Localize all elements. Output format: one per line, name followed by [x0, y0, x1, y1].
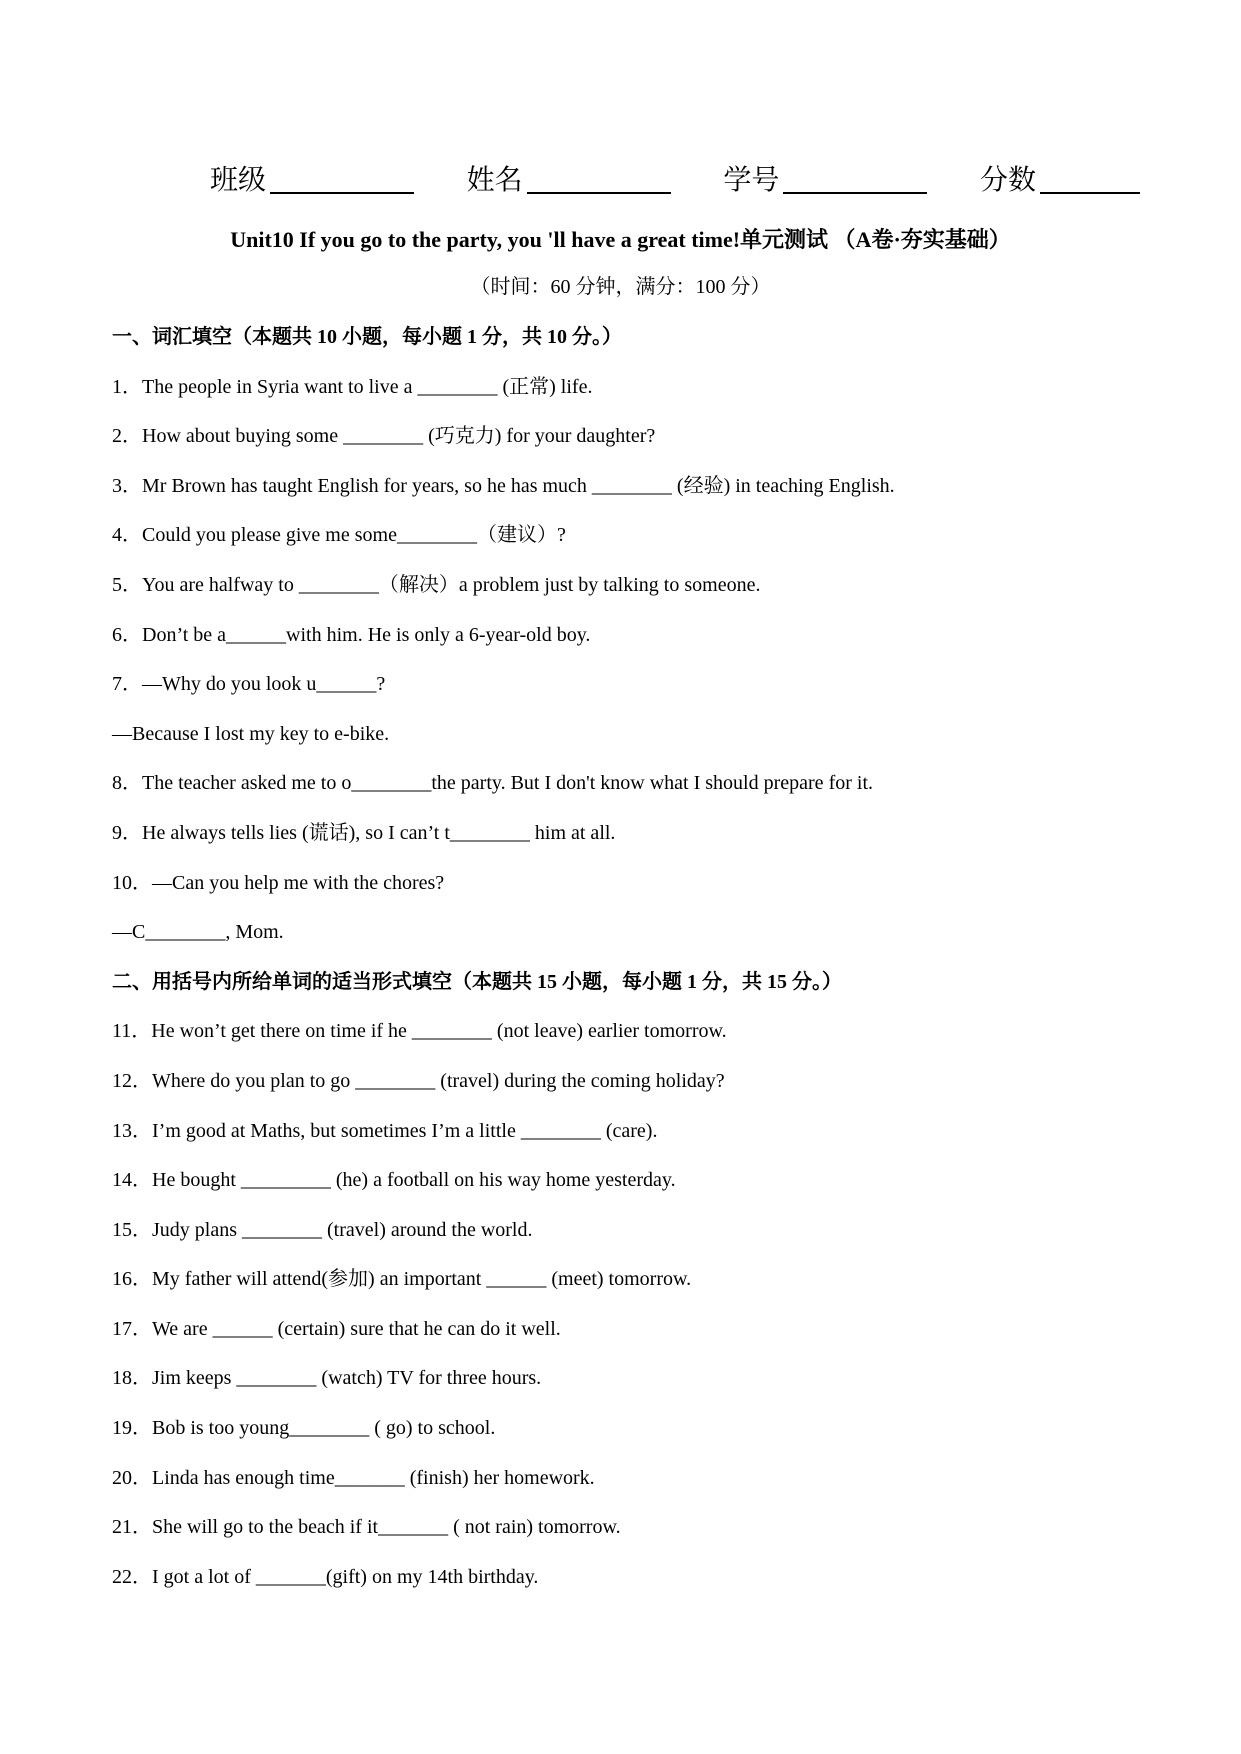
- exam-content: [112, 320, 1152, 1609]
- class-field: [210, 160, 414, 200]
- question-1: 1．The people in Syria want to live a ________ (正常) life.: [112, 375, 593, 398]
- question-20: 20．Linda has enough time_______ (finish) her homework.: [112, 1466, 595, 1489]
- exam-title: Unit10 If you go to the party, you 'll have a great time!单元测试 （A卷·夯实基础）: [230, 227, 1011, 252]
- section-heading-1: 一、词汇填空（本题共 10 小题，每小题 1 分，共 10 分。）: [112, 326, 622, 348]
- question-8: 8．The teacher asked me to o________the party. But I don't know what I should prepare for it.: [112, 772, 873, 795]
- question-6: 6．Don’t be a______with him. He is only a 6-year-old boy.: [112, 623, 591, 646]
- class-blank[interactable]: [270, 192, 414, 194]
- question-15: 15．Judy plans ________ (travel) around the world.: [112, 1218, 533, 1241]
- name-field: [467, 160, 671, 200]
- exam-subtitle: （时间：60 分钟，满分：100 分）: [470, 276, 771, 298]
- question-10-reply: —C________, Mom.: [112, 921, 284, 944]
- question-3: 3．Mr Brown has taught English for years, so he has much ________ (经验) in teaching English.: [112, 474, 895, 497]
- question-4: 4．Could you please give me some________（建议）?: [112, 524, 566, 547]
- score-blank[interactable]: [1040, 192, 1140, 194]
- question-5: 5．You are halfway to ________（解决）a problem just by talking to someone.: [112, 573, 761, 596]
- name-label: 姓名: [466, 163, 523, 196]
- question-10: 10．—Can you help me with the chores?: [112, 871, 445, 894]
- student-info-fields: [210, 160, 1140, 200]
- score-label: 分数: [979, 163, 1036, 196]
- question-22: 22．I got a lot of _______(gift) on my 14th birthday.: [112, 1565, 539, 1588]
- student-id-blank[interactable]: [783, 192, 927, 194]
- section-heading-2: 二、用括号内所给单词的适当形式填空（本题共 15 小题，每小题 1 分，共 15 分。）: [112, 970, 842, 993]
- question-2: 2．How about buying some ________ (巧克力) for your daughter?: [112, 425, 656, 448]
- class-label: 班级: [210, 163, 267, 196]
- score-field: [980, 160, 1140, 200]
- question-13: 13．I’m good at Maths, but sometimes I’m a little ________ (care).: [112, 1119, 658, 1142]
- question-12: 12．Where do you plan to go ________ (travel) during the coming holiday?: [112, 1069, 725, 1092]
- name-blank[interactable]: [527, 192, 671, 194]
- question-16: 16．My father will attend(参加) an important ______ (meet) tomorrow.: [112, 1268, 692, 1291]
- question-9: 9．He always tells lies (谎话), so I can’t t________ him at all.: [112, 821, 616, 844]
- question-7-reply: —Because I lost my key to e-bike.: [112, 722, 390, 745]
- question-18: 18．Jim keeps ________ (watch) TV for three hours.: [112, 1367, 542, 1390]
- question-11: 11．He won’t get there on time if he ________ (not leave) earlier tomorrow.: [112, 1020, 727, 1043]
- student-id-field: [723, 160, 927, 200]
- question-14: 14．He bought _________ (he) a football on his way home yesterday.: [112, 1169, 676, 1192]
- question-17: 17．We are ______ (certain) sure that he can do it well.: [112, 1317, 561, 1340]
- question-19: 19．Bob is too young________ ( go) to school.: [112, 1417, 496, 1440]
- student-id-label: 学号: [723, 163, 780, 196]
- question-21: 21．She will go to the beach if it_______ ( not rain) tomorrow.: [112, 1516, 621, 1539]
- question-7: 7．—Why do you look u______?: [112, 673, 386, 696]
